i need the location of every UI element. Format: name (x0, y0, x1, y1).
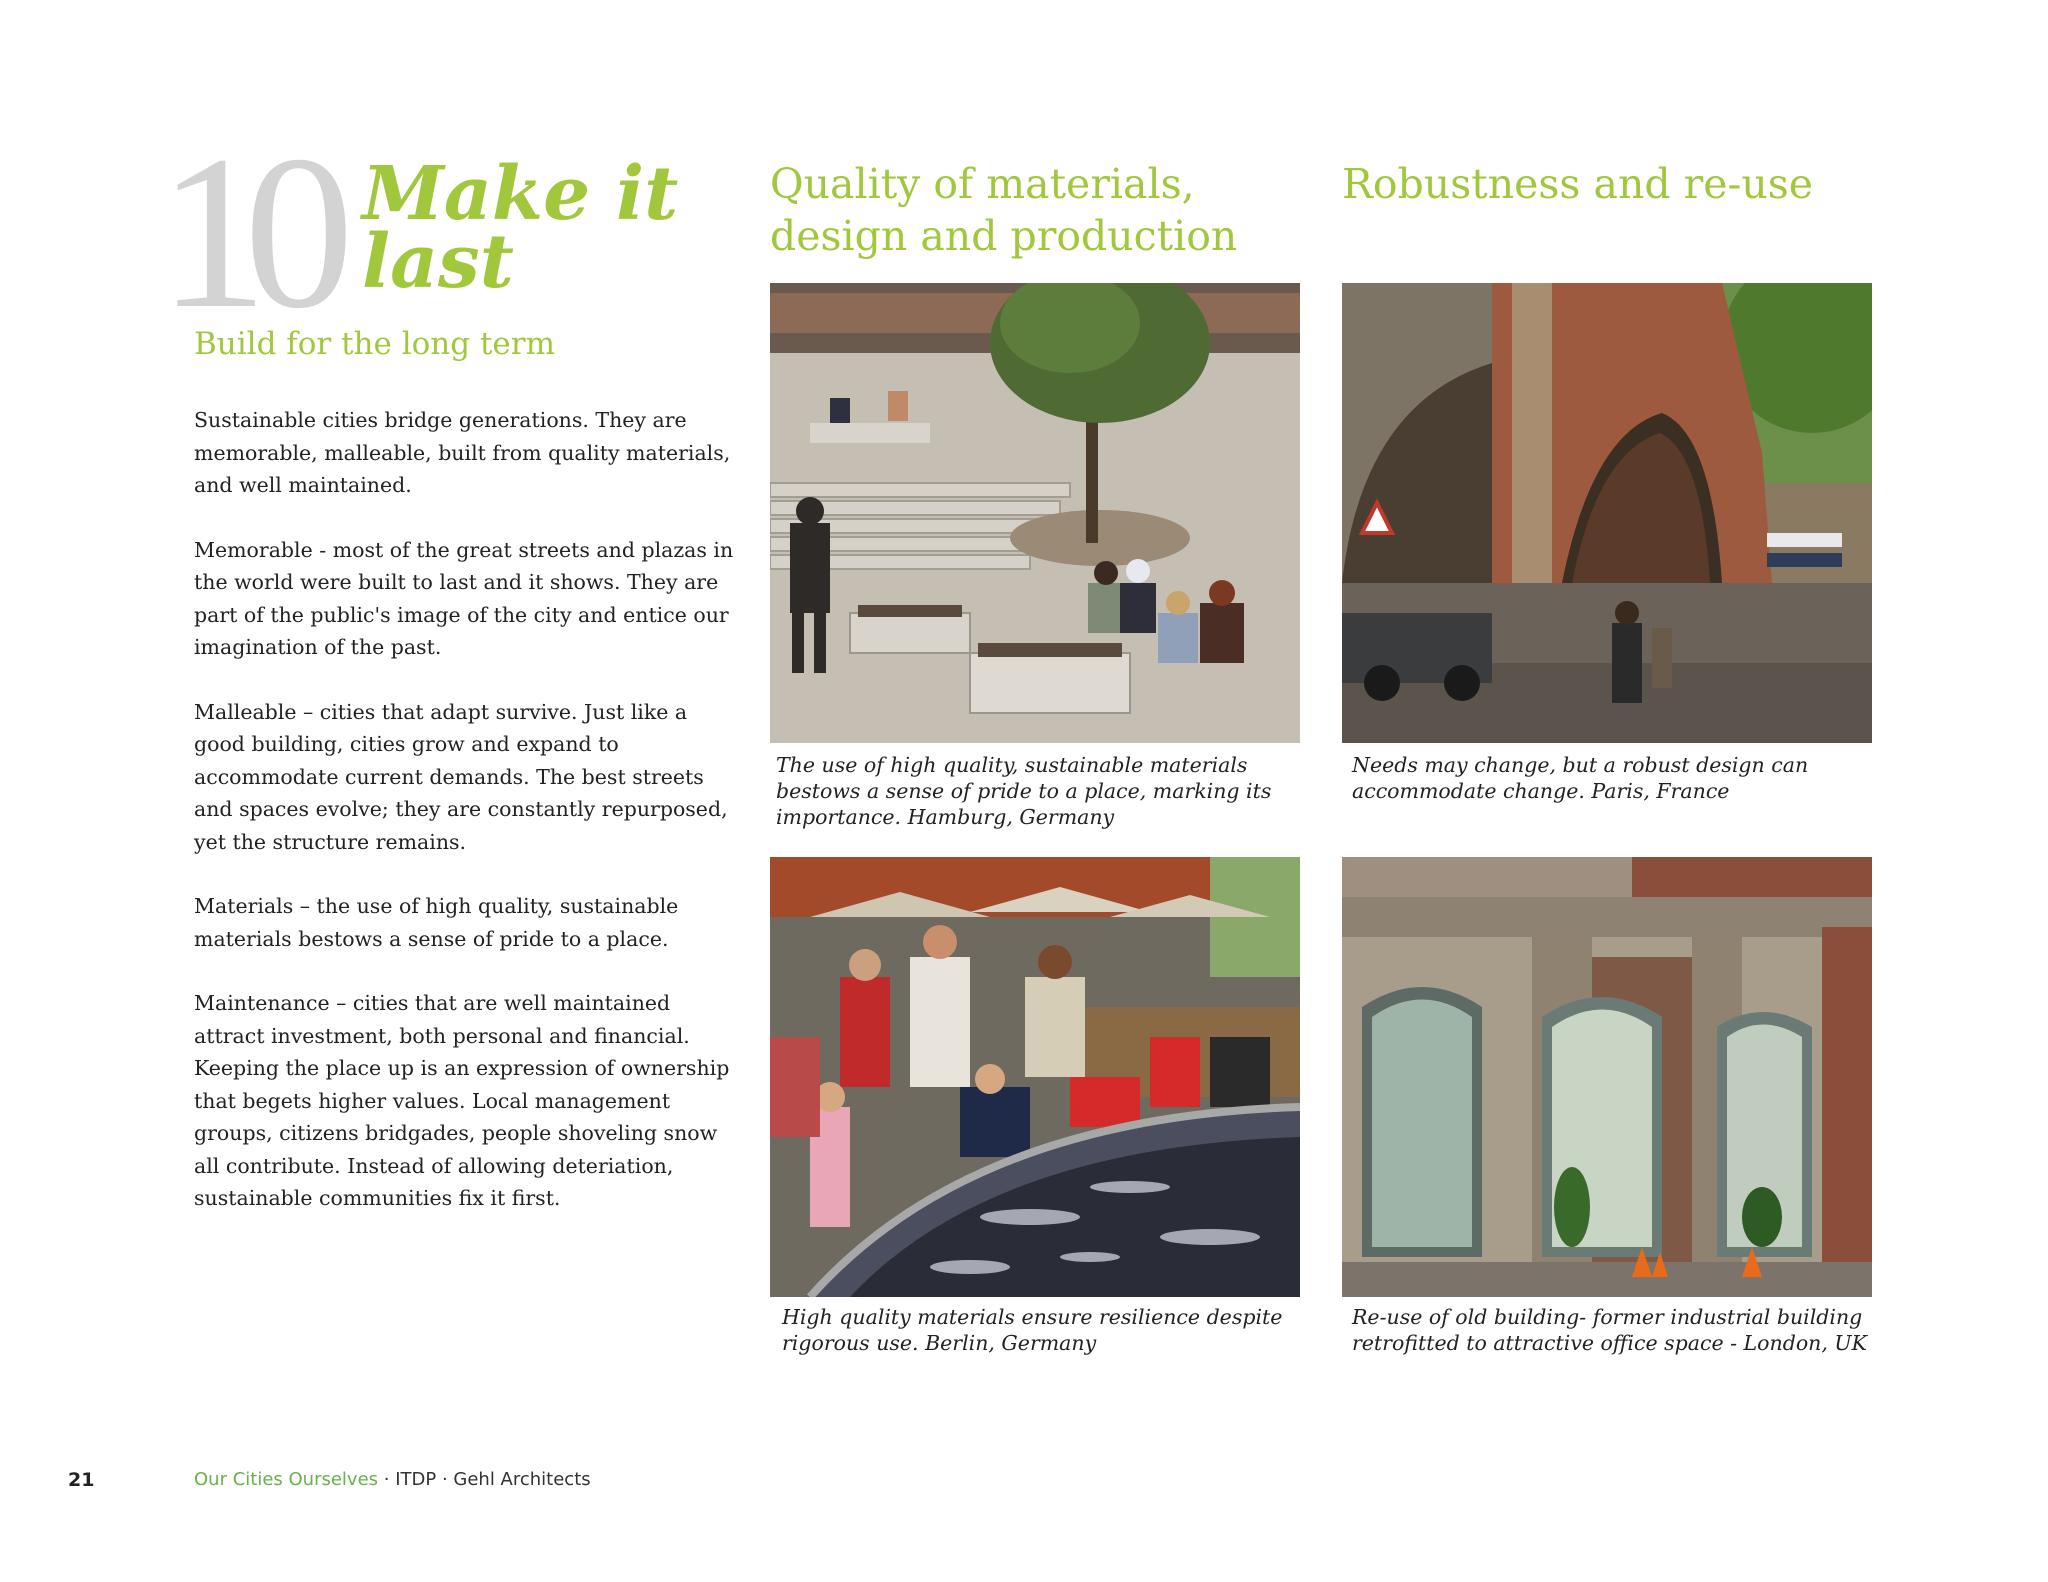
section-subtitle: Build for the long term (194, 326, 555, 362)
body-paragraph: Materials – the use of high quality, sustainable materials bestows a sense of pride to a place. (194, 894, 679, 951)
heading-quality-materials: Quality of materials, design and production (770, 160, 1238, 260)
caption-london: Re-use of old building- former industrial building retrofitted to attractive office space - London, UK (1352, 1305, 1867, 1355)
body-text (194, 404, 734, 1247)
body-paragraph: Sustainable cities bridge generations. They are memorable, malleable, built from quality materials, and well maintained. (194, 408, 731, 497)
footer-authors: · ITDP · Gehl Architects (378, 1469, 591, 1490)
body-paragraph: Maintenance – cities that are well maintained attract investment, both personal and financial. Keeping the place up is an expression of ownership that begets higher values. Local management groups, citizens bridgades, people shoveling snow all contribute. Instead of allowing deteriation, sustainable communities fix it first. (194, 991, 730, 1210)
photo-paris-viaduct (1342, 283, 1872, 743)
photo-berlin-fountain (770, 857, 1300, 1297)
body-paragraph: Malleable – cities that adapt survive. Just like a good building, cities grow and expand to accommodate current demands. The best streets and spaces evolve; they are constantly repurposed, yet the structure remains. (194, 699, 728, 854)
body-paragraph: Memorable - most of the great streets and plazas in the world were built to last and it shows. They are part of the public's image of the city and entice our imagination of the past. (194, 537, 734, 659)
caption-hamburg: The use of high quality, sustainable materials bestows a sense of pride to a place, marking its importance. Hamburg, Germany (776, 753, 1272, 829)
section-title: Make it last (362, 151, 679, 305)
footer-credits (194, 1469, 591, 1490)
section-number: 10 (158, 110, 330, 354)
caption-berlin: High quality materials ensure resilience despite rigorous use. Berlin, Germany (782, 1305, 1283, 1355)
footer-publication: Our Cities Ourselves (194, 1469, 379, 1490)
photo-london-building (1342, 857, 1872, 1297)
caption-paris: Needs may change, but a robust design can accommodate change. Paris, France (1352, 753, 1809, 803)
page-number: 21 (68, 1469, 95, 1491)
heading-robustness-reuse: Robustness and re-use (1342, 160, 1814, 208)
photo-hamburg-plaza (770, 283, 1300, 743)
